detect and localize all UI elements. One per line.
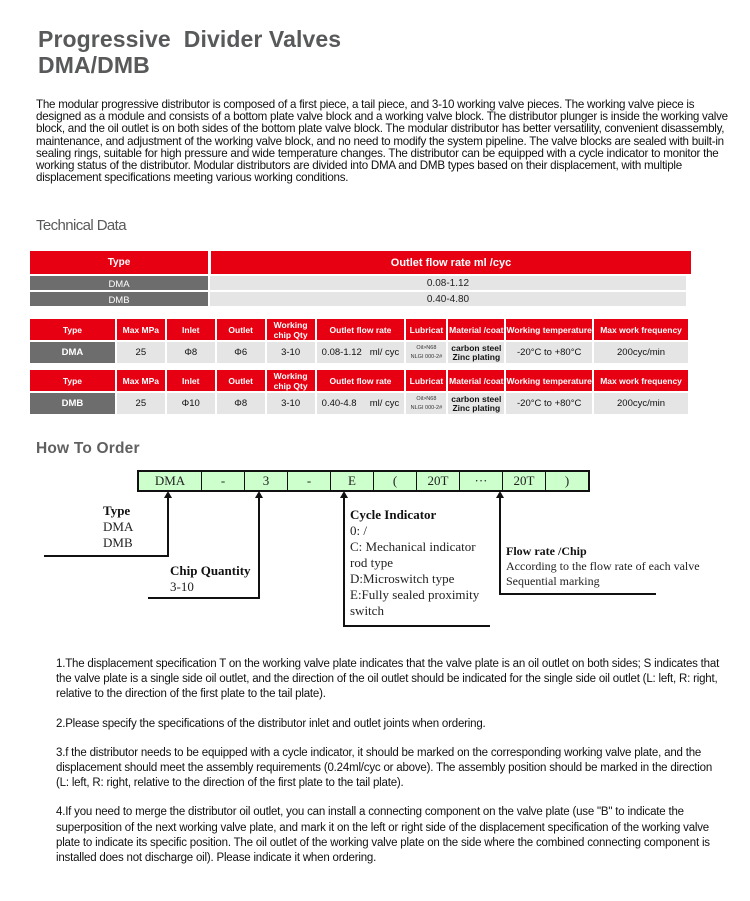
header-max-mpa: Max MPa — [117, 370, 165, 391]
note-item: 4.If you need to merge the distributor oil outlet, you can install a connecting component on the valve plate (use "B" to indicate the superposition of the next working valve plate, and mark it on the left or right side of the displacement specification of the working valve plate to indicate its specific position. The oil outlet of the working valve plate on the side where the combined connecting component is installed does not discharge oil). Please indicate it when ordering. — [56, 806, 710, 865]
frequency-cell: 200cyc/min — [594, 342, 688, 363]
note-item: 2.Please specify the specifications of the distributor inlet and outlet joints when ordering. — [56, 717, 486, 730]
table-row — [30, 276, 691, 290]
chip-quantity-label — [170, 563, 251, 595]
header-outlet: Outlet — [217, 370, 265, 391]
header-max-mpa: Max MPa — [117, 319, 165, 340]
title-line-1: Progressive Divider Valves — [38, 26, 342, 52]
note-item: 1.The displacement specification T on the working valve plate indicates that the valve plate is an oil outlet on both sides; S indicates that the valve plate is a single side oil outlet, and the direction of the oil outlet should be indicated for the single side oil outlet (L: left, R: right, relative to the direction of the first plate to the tail plate). — [56, 658, 720, 701]
type-label-title: Type — [103, 503, 131, 518]
code-segment-open-paren: ( — [374, 472, 417, 490]
header-type: Type — [30, 251, 208, 274]
cycle-option: D:Microswitch type — [350, 571, 455, 586]
header-lubricant: Lubricat — [406, 370, 446, 391]
spec-table-dmb — [30, 370, 690, 414]
header-material: Material /coat — [448, 319, 504, 340]
flow-rate-chip-desc: Sequential marking — [506, 574, 600, 588]
connector-line — [258, 497, 260, 599]
max-mpa-cell: 25 — [117, 393, 165, 414]
cycle-indicator-label — [350, 507, 479, 619]
flow-rate-cell: 0.40-4.8 ml/ cyc — [317, 393, 405, 414]
inlet-cell: Φ10 — [167, 393, 215, 414]
connector-line — [148, 597, 260, 599]
header-type: Type — [30, 370, 115, 391]
flow-cell: 0.40-4.80 — [210, 292, 686, 306]
chip-quantity-title: Chip Quantity — [170, 563, 251, 578]
connector-line — [499, 593, 656, 595]
frequency-cell: 200cyc/min — [594, 393, 688, 414]
header-inlet: Inlet — [167, 319, 215, 340]
code-segment-cycle-indicator: E — [331, 472, 374, 490]
material-cell — [448, 393, 504, 414]
spec-table-header — [30, 319, 690, 340]
type-option: DMB — [103, 535, 133, 550]
connector-line — [44, 555, 169, 557]
code-segment-flow-last: 20T — [503, 472, 546, 490]
header-temperature: Working temperature — [506, 319, 592, 340]
coating: Zinc plating — [452, 351, 501, 362]
flow-rate-cell: 0.08-1.12 ml/ cyc — [317, 342, 405, 363]
header-inlet: Inlet — [167, 370, 215, 391]
material: carbon steel — [451, 342, 502, 353]
chip-quantity-range: 3-10 — [170, 579, 194, 594]
temperature-cell: -20°C to +80°C — [506, 342, 592, 363]
type-cell: DMA — [30, 276, 208, 290]
type-cell: DMB — [30, 292, 208, 306]
type-option: DMA — [103, 519, 134, 534]
flow-table-header — [30, 251, 691, 274]
header-material: Material /coat — [448, 370, 504, 391]
code-segment-flow-first: 20T — [417, 472, 460, 490]
title-line-2: DMA/DMB — [38, 52, 150, 78]
max-mpa-cell: 25 — [117, 342, 165, 363]
material-cell — [448, 342, 504, 363]
flow-rate-chip-desc: According to the flow rate of each valve — [506, 559, 700, 573]
outlet-cell: Φ8 — [217, 393, 265, 414]
lubricant-cell — [406, 342, 446, 363]
flow-rate-chip-title: Flow rate /Chip — [506, 544, 587, 558]
ordering-notes — [56, 657, 726, 880]
connector-line — [167, 497, 169, 557]
inlet-cell: Φ8 — [167, 342, 215, 363]
connector-line — [343, 625, 490, 627]
header-flow-rate: Outlet flow rate — [317, 370, 405, 391]
lubricant-cell — [406, 393, 446, 414]
type-label — [103, 503, 133, 551]
note-item: 3.f the distributor needs to be equipped with a cycle indicator, it should be marked on the corresponding working valve plate, and the displacement should meet the assembly requirements (0.24ml/cyc or above). The assembly position should be marked in the direction (L: left, R: right, relative to the direction of the first plate to the tail plate). — [56, 746, 713, 790]
temperature-cell: -20°C to +80°C — [506, 393, 592, 414]
table-row — [30, 342, 690, 363]
header-type: Type — [30, 319, 115, 340]
header-chip-qty: Working chip Qty — [267, 370, 315, 391]
header-outlet: Outlet — [217, 319, 265, 340]
outlet-cell: Φ6 — [217, 342, 265, 363]
code-segment-dash: - — [288, 472, 331, 490]
material: carbon steel — [451, 393, 502, 404]
code-segment-dash: - — [202, 472, 245, 490]
table-row — [30, 292, 691, 306]
how-to-order-heading: How To Order — [36, 440, 140, 457]
spec-table-header — [30, 370, 690, 391]
code-segment-close-paren: ) — [564, 473, 570, 488]
intro-paragraph: The modular progressive distributor is composed of a first piece, a tail piece, and 3-10 working valve pieces. The working valve piece is designed as a module and consists of a bottom plate valve block and a working valve block. The distributor plunger is inside the working valve block, and the oil outlet is on both sides of the bottom plate valve block. The modular distributor has better versatility, convenient disassembly, maintenance, and adjustment of the working valve block, and no need to modify the system pipeline. The valve blocks are sealed with built-in sealing rings, suitable for high pressure and wide temperature changes. The distributor can be equipped with a cycle indicator to monitor the working status of the distributor. Modular distributors are divided into DMA and DMB types based on their displacement, with multiple displacement specifications meeting various working conditions. — [36, 98, 728, 185]
lubricant-oil: Oil>N68 — [416, 344, 437, 351]
order-code-strip — [137, 470, 590, 492]
cycle-option: switch — [350, 603, 384, 618]
header-flow-rate: Outlet flow rate — [317, 319, 405, 340]
cycle-option: 0: / — [350, 523, 367, 538]
lubricant-oil: Oil>N68 — [416, 395, 437, 402]
header-lubricant: Lubricat — [406, 319, 446, 340]
code-segment-ellipsis: ··· — [460, 472, 503, 490]
type-cell: DMA — [30, 342, 115, 363]
cycle-option: C: Mechanical indicator — [350, 539, 476, 554]
cycle-option: rod type — [350, 555, 393, 570]
table-row — [30, 393, 690, 414]
page-title — [38, 26, 341, 78]
chip-qty-cell: 3-10 — [267, 393, 315, 414]
flow-cell: 0.08-1.12 — [210, 276, 686, 290]
header-chip-qty: Working chip Qty — [267, 319, 315, 340]
spec-table-dma — [30, 319, 690, 363]
cycle-indicator-title: Cycle Indicator — [350, 507, 437, 522]
code-segment-type: DMA — [139, 472, 202, 490]
header-frequency: Max work frequency — [594, 370, 688, 391]
lubricant-grease: NLGI 000-2# — [410, 353, 443, 360]
lubricant-grease: NLGI 000-2# — [410, 404, 443, 411]
flow-rate-table — [30, 251, 691, 306]
connector-line — [499, 497, 501, 595]
type-cell: DMB — [30, 393, 115, 414]
header-temperature: Working temperature — [506, 370, 592, 391]
header-frequency: Max work frequency — [594, 319, 688, 340]
coating: Zinc plating — [452, 402, 501, 413]
code-segment-chip-qty: 3 — [245, 472, 288, 490]
chip-qty-cell: 3-10 — [267, 342, 315, 363]
header-outlet-flow: Outlet flow rate ml /cyc — [211, 251, 691, 274]
cycle-option: E:Fully sealed proximity — [350, 587, 480, 602]
connector-line — [343, 497, 345, 627]
technical-data-heading: Technical Data — [36, 217, 126, 234]
flow-rate-chip-label — [506, 544, 700, 589]
